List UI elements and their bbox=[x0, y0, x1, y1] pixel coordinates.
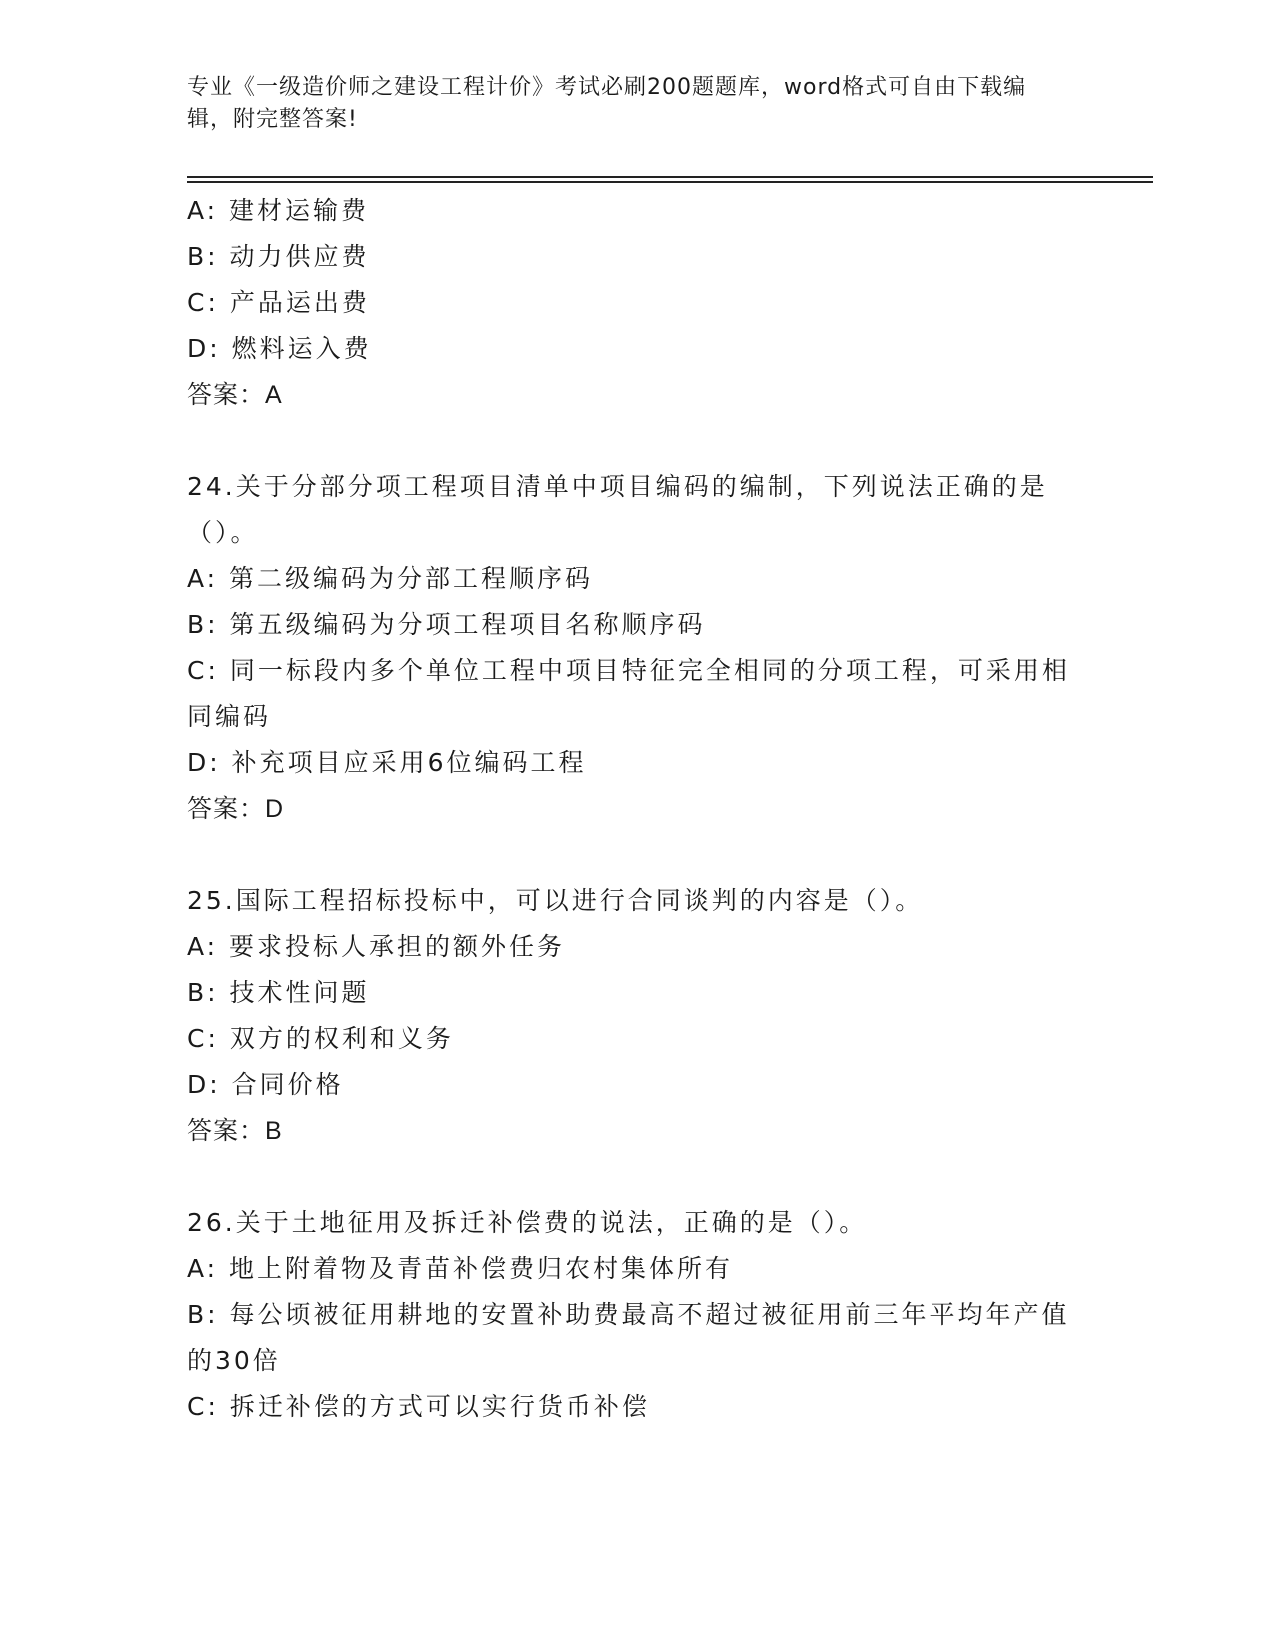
option-b: B: 每公顷被征用耕地的安置补助费最高不超过被征用前三年平均年产值的30倍 bbox=[187, 1300, 1070, 1375]
question-stem: 25.国际工程招标投标中，可以进行合同谈判的内容是（）。 bbox=[187, 886, 924, 915]
option-c: C: 同一标段内多个单位工程中项目特征完全相同的分项工程，可采用相同编码 bbox=[187, 656, 1070, 731]
option-b: B: 第五级编码为分项工程项目名称顺序码 bbox=[187, 610, 706, 639]
header-rule-bottom bbox=[187, 181, 1153, 183]
question-24 bbox=[187, 464, 1087, 832]
answer: 答案：A bbox=[187, 381, 283, 409]
answer: 答案：B bbox=[187, 1117, 283, 1145]
option-a: A: 建材运输费 bbox=[187, 196, 370, 225]
question-25 bbox=[187, 878, 1087, 1154]
answer: 答案：D bbox=[187, 795, 285, 823]
question-26 bbox=[187, 1200, 1087, 1430]
option-b: B: 技术性问题 bbox=[187, 978, 370, 1007]
question-stem: 24.关于分部分项工程项目清单中项目编码的编制，下列说法正确的是（）。 bbox=[187, 472, 1048, 547]
question-content bbox=[187, 188, 1087, 1430]
header-rule-top bbox=[187, 176, 1153, 178]
option-a: A: 要求投标人承担的额外任务 bbox=[187, 932, 566, 961]
option-b: B: 动力供应费 bbox=[187, 242, 370, 271]
option-c: C: 拆迁补偿的方式可以实行货币补偿 bbox=[187, 1392, 650, 1421]
option-c: C: 双方的权利和义务 bbox=[187, 1024, 454, 1053]
option-d: D: 补充项目应采用6位编码工程 bbox=[187, 748, 587, 777]
question-stem: 26.关于土地征用及拆迁补偿费的说法，正确的是（）。 bbox=[187, 1208, 868, 1237]
document-header: 专业《一级造价师之建设工程计价》考试必刷200题题库，word格式可自由下载编辑，附完整答案! bbox=[187, 75, 1027, 132]
option-d: D: 燃料运入费 bbox=[187, 334, 372, 363]
question-23 bbox=[187, 188, 1087, 418]
option-a: A: 第二级编码为分部工程顺序码 bbox=[187, 564, 594, 593]
option-a: A: 地上附着物及青苗补偿费归农村集体所有 bbox=[187, 1254, 734, 1283]
option-c: C: 产品运出费 bbox=[187, 288, 370, 317]
option-d: D: 合同价格 bbox=[187, 1070, 344, 1099]
